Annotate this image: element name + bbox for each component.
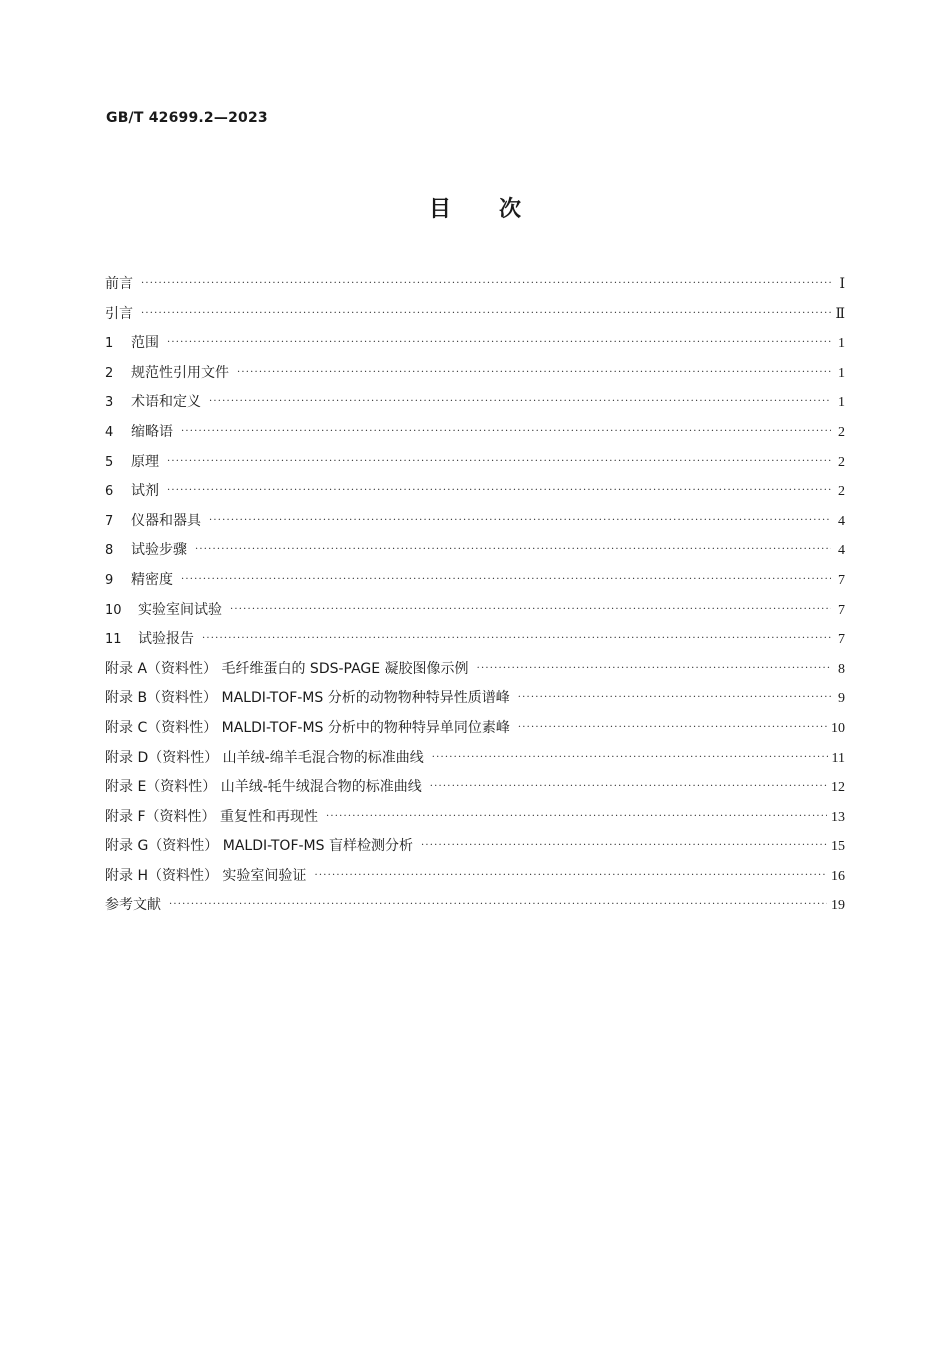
toc-leader-dots xyxy=(181,417,831,447)
toc-page-number: 11 xyxy=(831,750,845,766)
toc-leader-dots xyxy=(430,772,827,802)
toc-leader-dots xyxy=(141,299,831,329)
toc-page-number: Ⅰ xyxy=(839,277,845,292)
toc-leader-dots xyxy=(477,654,831,684)
toc-entry-text: 试剂 xyxy=(131,483,159,500)
toc-leader-dots xyxy=(518,683,831,713)
toc-entry-8[interactable] xyxy=(105,536,845,566)
toc-entry-appendix-e[interactable] xyxy=(105,773,845,803)
toc-page-number: 1 xyxy=(838,365,845,381)
toc-entry-appendix-d[interactable] xyxy=(105,744,845,774)
toc-entry-1[interactable] xyxy=(105,329,845,359)
toc-leader-dots xyxy=(181,565,831,595)
toc-page-number: 7 xyxy=(838,572,845,588)
toc-entry-appendix-g[interactable] xyxy=(105,832,845,862)
toc-leader-dots xyxy=(195,535,831,565)
toc-page-number: 1 xyxy=(838,395,845,411)
toc-entry-text: 试验步骤 xyxy=(131,542,187,559)
toc-entry-appendix-f[interactable] xyxy=(105,803,845,833)
toc-entry-text: 参考文献 xyxy=(105,897,161,914)
toc-entry-text: 试验报告 xyxy=(138,631,194,648)
toc-entry-introduction[interactable] xyxy=(105,300,845,330)
toc-entry-text: 原理 xyxy=(131,453,159,470)
toc-entry-text: 实验室间试验 xyxy=(138,601,222,618)
toc-page-number: Ⅱ xyxy=(835,306,845,322)
toc-leader-dots xyxy=(230,595,831,625)
toc-entry-text: 附录 E（资料性） 山羊绒-牦牛绒混合物的标准曲线 xyxy=(105,779,422,796)
toc-page-number: 1 xyxy=(838,336,845,352)
toc-entry-number: 11 xyxy=(105,632,122,648)
toc-leader-dots xyxy=(169,890,827,920)
toc-leader-dots xyxy=(167,328,831,358)
toc-page-number: 2 xyxy=(838,424,845,440)
toc-leader-dots xyxy=(421,831,827,861)
toc-leader-dots xyxy=(326,802,827,832)
toc-page-number: 2 xyxy=(838,484,845,500)
toc-entry-text: 附录 A（资料性） 毛纤维蛋白的 SDS-PAGE 凝胶图像示例 xyxy=(105,660,469,677)
toc-page-number: 4 xyxy=(838,543,845,559)
toc-entry-text: 仪器和器具 xyxy=(131,512,201,529)
toc-page-number: 13 xyxy=(831,809,845,825)
toc-leader-dots xyxy=(202,624,831,654)
toc-page-number: 12 xyxy=(831,780,845,796)
toc-entry-6[interactable] xyxy=(105,477,845,507)
toc-page-number: 2 xyxy=(838,454,845,470)
toc-leader-dots xyxy=(209,387,831,417)
toc-entry-7[interactable] xyxy=(105,507,845,537)
toc-entry-text: 附录 G（资料性） MALDI-TOF-MS 盲样检测分析 xyxy=(105,838,413,855)
toc-entry-text: 附录 F（资料性） 重复性和再现性 xyxy=(105,808,318,825)
toc-entry-text: 引言 xyxy=(105,305,133,322)
toc-leader-dots xyxy=(518,713,827,743)
toc-page-number: 10 xyxy=(831,720,845,736)
toc-entry-text: 精密度 xyxy=(131,571,173,588)
toc-leader-dots xyxy=(237,358,831,388)
toc-entry-9[interactable] xyxy=(105,566,845,596)
toc-entry-number: 2 xyxy=(105,365,114,381)
toc-entry-number: 1 xyxy=(105,336,114,352)
toc-entry-11[interactable] xyxy=(105,625,845,655)
standard-code: GB/T 42699.2—2023 xyxy=(106,110,268,126)
toc-entry-text: 附录 D（资料性） 山羊绒-绵羊毛混合物的标准曲线 xyxy=(105,749,424,766)
toc-entry-appendix-c[interactable] xyxy=(105,714,845,744)
toc-entry-appendix-a[interactable] xyxy=(105,655,845,685)
toc-page-number: 9 xyxy=(838,691,845,707)
toc-entry-2[interactable] xyxy=(105,359,845,389)
toc-entry-number: 10 xyxy=(105,602,122,618)
toc-entry-text: 范围 xyxy=(131,335,159,352)
toc-entry-appendix-b[interactable] xyxy=(105,684,845,714)
toc-leader-dots xyxy=(167,447,831,477)
toc-entry-text: 规范性引用文件 xyxy=(131,364,229,381)
toc-page-number: 16 xyxy=(831,868,845,884)
toc-entry-text: 前言 xyxy=(105,276,133,292)
toc-entry-number: 3 xyxy=(105,395,114,411)
toc-entry-10[interactable] xyxy=(105,596,845,626)
toc-page-number: 19 xyxy=(831,898,845,914)
toc-entry-text: 附录 H（资料性） 实验室间验证 xyxy=(105,867,307,884)
toc-entry-text: 附录 C（资料性） MALDI-TOF-MS 分析中的物种特异单同位素峰 xyxy=(105,719,510,736)
toc-page-number: 8 xyxy=(838,661,845,677)
toc-leader-dots xyxy=(167,476,831,506)
toc-leader-dots xyxy=(141,269,831,299)
page-title: 目次 xyxy=(428,197,569,222)
toc-leader-dots xyxy=(432,743,828,773)
toc-entry-4[interactable] xyxy=(105,418,845,448)
toc-entry-number: 4 xyxy=(105,424,114,440)
toc-leader-dots xyxy=(314,861,827,891)
toc-entry-text: 缩略语 xyxy=(131,423,173,440)
toc-entry-appendix-h[interactable] xyxy=(105,862,845,892)
toc-entry-bibliography[interactable] xyxy=(105,891,845,921)
toc-entry-number: 9 xyxy=(105,572,114,588)
toc-page-number: 7 xyxy=(838,602,845,618)
toc-entry-5[interactable] xyxy=(105,448,845,478)
toc-entry-3[interactable] xyxy=(105,388,845,418)
toc-entry-text: 附录 B（资料性） MALDI-TOF-MS 分析的动物物种特异性质谱峰 xyxy=(105,690,510,707)
table-of-contents xyxy=(105,270,845,921)
toc-entry-text: 术语和定义 xyxy=(131,394,201,411)
toc-entry-number: 6 xyxy=(105,484,114,500)
toc-entry-number: 5 xyxy=(105,454,114,470)
toc-leader-dots xyxy=(209,506,831,536)
toc-entry-number: 8 xyxy=(105,543,114,559)
toc-entry-foreword[interactable] xyxy=(105,270,845,300)
toc-page-number: 15 xyxy=(831,839,845,855)
toc-entry-number: 7 xyxy=(105,513,114,529)
toc-page-number: 4 xyxy=(838,513,845,529)
toc-page-number: 7 xyxy=(838,632,845,648)
